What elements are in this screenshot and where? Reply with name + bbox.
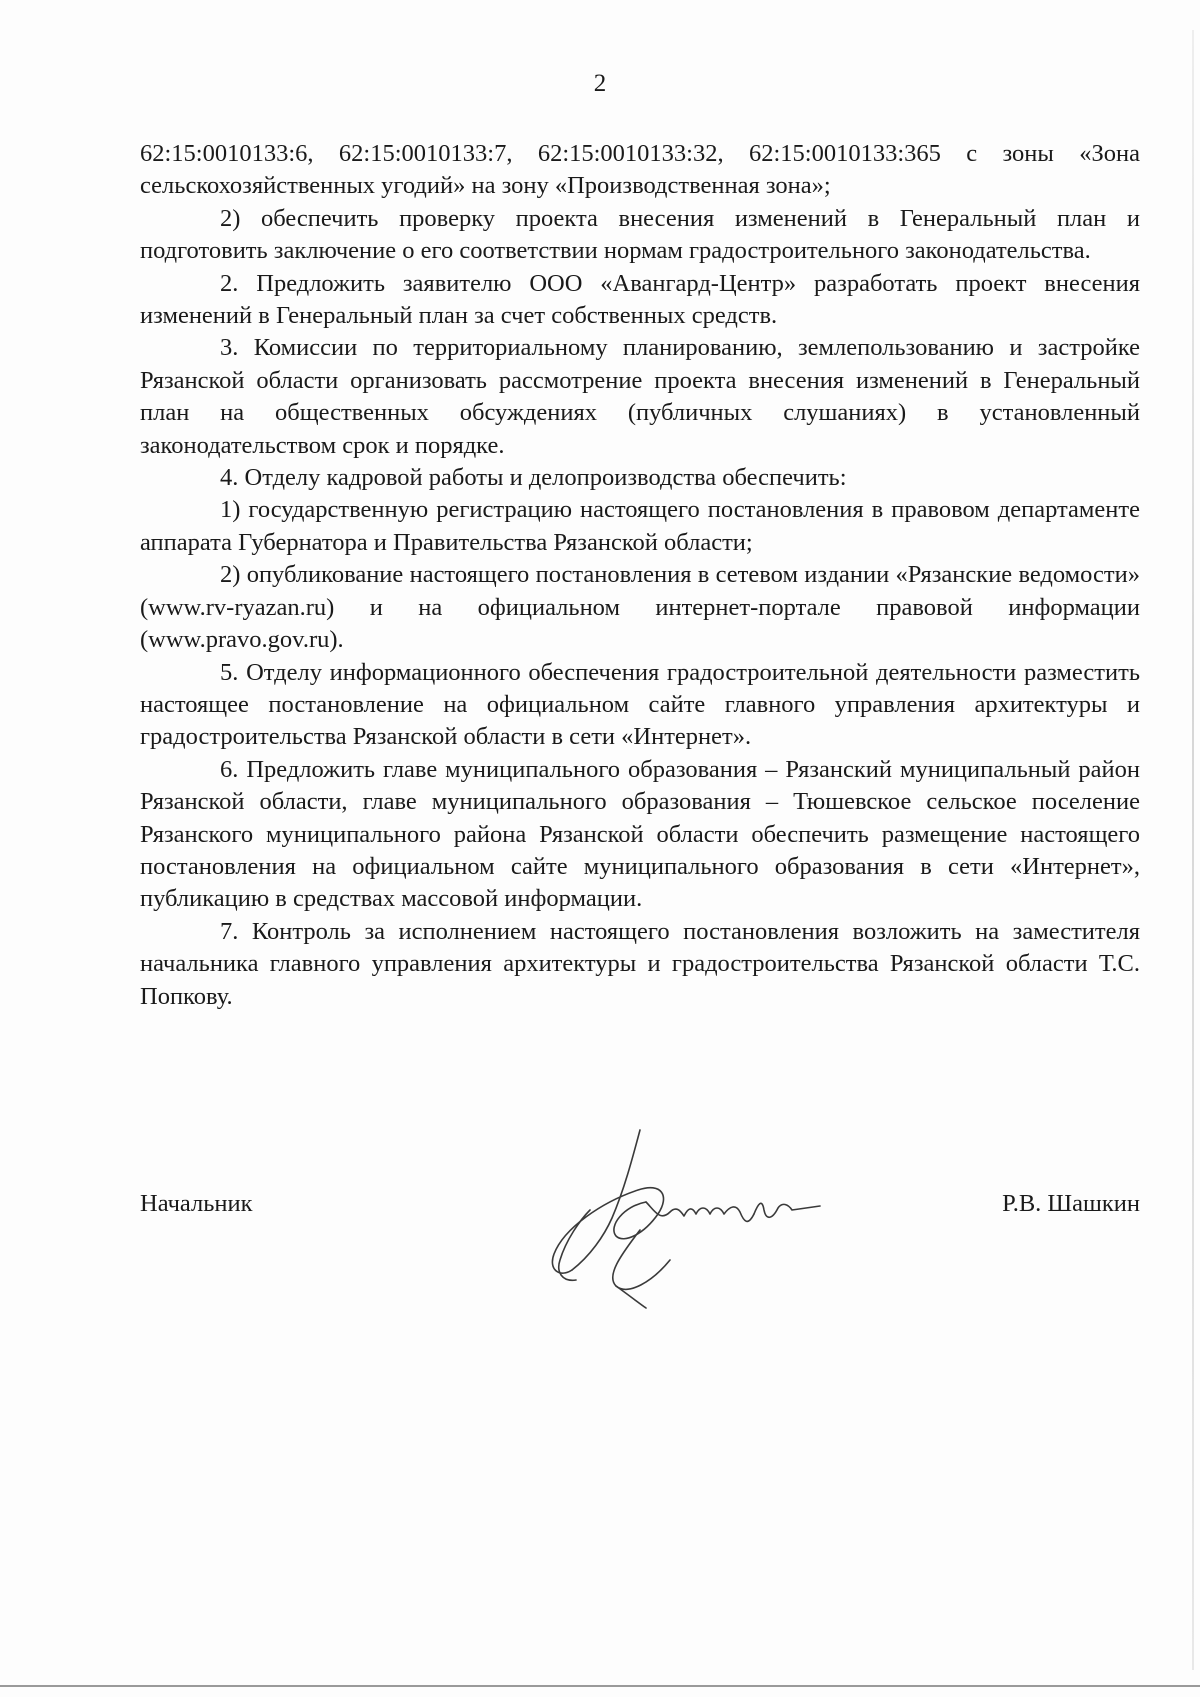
paragraph-subitem-2-check-project: 2) обеспечить проверку проекта внесения изменений в Генеральный план и подготовить заключение о его соответствии нормам градостроительного законодательства. (140, 204, 1140, 265)
page-number: 2 (593, 70, 607, 97)
paragraph-subitem-2-publication: 2) опубликование настоящего постановления в сетевом издании «Рязанские ведомости» (www.rv-ryazan.ru) и на официальном интернет-портале правовой информации (www.pravo.gov.ru). (140, 561, 1140, 654)
paragraph-item-3: 3. Комиссии по территориальному планированию, землепользованию и застройке Рязанской области организовать рассмотрение проекта внесения изменений в Генеральный план на общественных обсуждениях (публичных слушаниях) в установленный законодательством срок и порядке. (140, 334, 1140, 459)
signatory-name: Р.В. Шашкин (1002, 1190, 1140, 1217)
paragraph-item-4: 4. Отделу кадровой работы и делопроизводства обеспечить: (220, 464, 847, 492)
paragraph-item-5: 5. Отделу информационного обеспечения градостроительной деятельности разместить настоящее постановление на официальном сайте главного управления архитектуры и градостроительства Рязанской области в сети «Интернет». (140, 658, 1140, 751)
paragraph-cadastral-numbers: 62:15:0010133:6, 62:15:0010133:7, 62:15:0010133:32, 62:15:0010133:365 с зоны «Зона сельскохозяйственных угодий» на зону «Производственная зона»; (140, 140, 1140, 200)
signatory-position: Начальник (140, 1190, 253, 1217)
scan-edge-right (1192, 30, 1194, 1670)
paragraph-item-6: 6. Предложить главе муниципального образования – Рязанский муниципальный район Рязанской области, главе муниципального образования – Тюшевское сельское поселение Рязанского муниципального района Рязанской области обеспечить размещение настоящего постановления на официальном сайте муниципального образования в сети «Интернет», публикацию в средствах массовой информации. (140, 755, 1140, 913)
paragraph-item-7: 7. Контроль за исполнением настоящего постановления возложить на заместителя начальника главного управления архитектуры и градостроительства Рязанской области Т.С. Попкову. (140, 917, 1140, 1010)
scan-edge-bottom (0, 1685, 1200, 1687)
paragraph-subitem-1-registration: 1) государственную регистрацию настоящего постановления в правовом департаменте аппарата Губернатора и Правительства Рязанской области; (140, 496, 1140, 556)
document-body (140, 138, 1140, 1013)
signature-block (140, 1188, 1140, 1228)
paragraph-item-2: 2. Предложить заявителю ООО «Авангард-Центр» разработать проект внесения изменений в Генеральный план за счет собственных средств. (140, 269, 1140, 330)
